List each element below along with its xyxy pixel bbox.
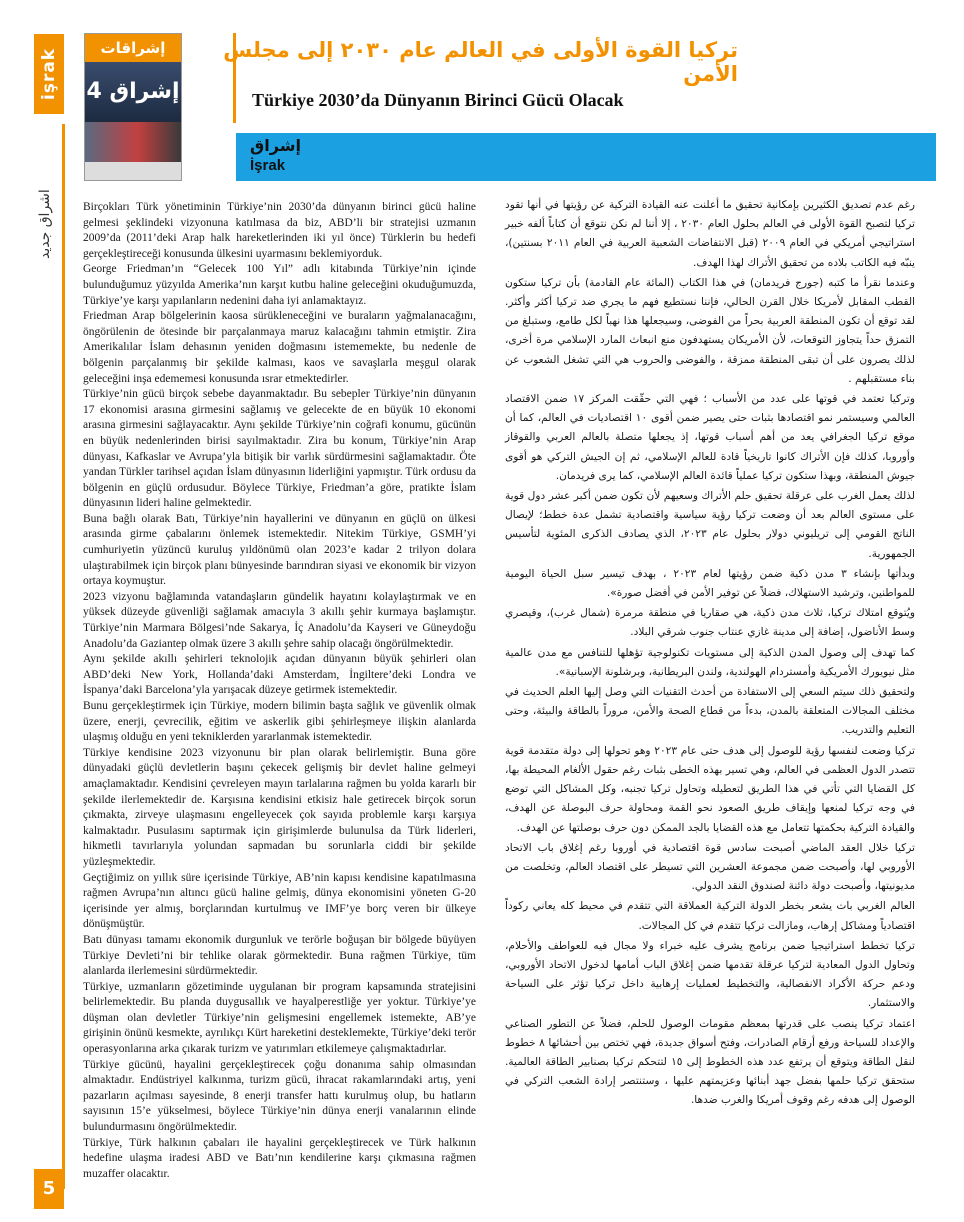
magazine-logo: işrak bbox=[34, 34, 64, 114]
paragraph: 2023 vizyonu bağlamında vatandaşların gündelik hayatını kolaylaştırmak ve en yüksek düzeyde güvenliği sağlamak amacıyla 3 akıllı şehir kurmaya başlamıştır. Türkiye’nin Marmara Bölgesi’nde Sakarya, İç Anadolu’da Kayseri ve Güneydoğu Anadolu’da Gaziantep olmak üzere 3 akıllı şehre sahip olacağı öngörülmektedir. bbox=[83, 590, 476, 650]
paragraph: تركيا وضعت لنفسها رؤية للوصول إلى هدف حتى عام ٢٠٢٣ وهو تحولها إلى دولة متقدمة قوية تتصدر الدول العظمى في العالم، وهي تسير بهذه الخطى بثبات رغم حقول الألغام المحيطة بها، كل القضايا التي تأتي في هذا الطريق لتعطيله وتحاول تركيا تجنبه، وكل المشاكل التي توضع في وجه تركيا لمنعها وإيقاف طريق الصعود نحو القمة ومحاولة حرف البوصلة عن الهدف، والقيادة التركية بحكمتها تتعامل مع هذه القضايا بالجد الممكن دون حرف بوصلتها عن الهدف. bbox=[505, 744, 915, 834]
sidebar-divider bbox=[62, 124, 65, 1189]
paragraph: العالم الغربي بات يشعر بخطر الدولة التركية العملاقة التي تتقدم في محيط كله يعاني ركوداً اقتصادياً ومشاكل إرهاب، ومازالت تركيا تتقدم في كل المجالات. bbox=[505, 900, 915, 932]
source-label-turkish: İşrak bbox=[250, 157, 286, 174]
article-title-arabic: تركيا القوة الأولى في العالم عام ٢٠٣٠ إلى مجلس الأمن bbox=[223, 38, 738, 86]
paragraph: George Friedman’ın “Gelecek 100 Yıl” adlı kitabında Türkiye’nin içinde bulunduğumuz yüzyılda Amerika’nın karşıt kutbu haline geleceğini okuduğumuzda, Türkiye’ye karşı yapılanların nedenini daha iyi anlamaktayız. bbox=[83, 263, 476, 307]
paragraph: ويُتوقع امتلاك تركيا، ثلاث مدن ذكية، هي صقاريا في منطقة مرمرة (شمال غرب)، وقيصري وسط الأناضول، إضافة إلى مدينة غازي عنتاب جنوب شرقي البلاد. bbox=[505, 607, 915, 639]
source-band bbox=[236, 133, 936, 181]
paragraph: Batı dünyası tamamı ekonomik durgunluk ve terörle boğuşan bir bölgede büyüyen Türkiye Devleti’ni bir tehlike olarak görmektedir. Buna rağmen Türkiye, tüm alanlarda ilerlemesini sürdürmektedir. bbox=[83, 933, 476, 978]
magazine-vertical-title: اشراق جديد bbox=[37, 189, 53, 259]
cover-masthead: إشراقات bbox=[85, 34, 181, 62]
arabic-article-column bbox=[505, 196, 915, 1112]
paragraph: Buna bağlı olarak Batı, Türkiye’nin hayallerini ve dünyanın en güçlü on ülkesi arasında girme çabalarını önlemek istemektedir. Nitekim Türkiye, GSMH’yi cumhuriyetin yüzüncü kuruluş yıldönümü olan 2023’e kadar 2 trilyon dolara ulaştırabilmek için birçok planı bünyesinde barındıran siyasi ve ekonomik bir vizyon ortaya koymuştur. bbox=[83, 512, 476, 588]
paragraph: تركيا خلال العقد الماضي أصبحت سادس قوة اقتصادية في أوروبا رغم إغلاق باب الاتحاد الأوروبي لها، وأصبحت ضمن مجموعة العشرين التي تسيطر على اقتصاد العالم، وتخلصت من مديونيتها، وأصبحت دولة دائنة لصندوق النقد الدولي. bbox=[505, 841, 915, 893]
paragraph: وبدأتها بإنشاء ٣ مدن ذكية ضمن رؤيتها لعام ٢٠٢٣ ، بهدف تيسير سبل الحياة اليومية للمواطنين، وترشيد الاستهلاك، فضلاً عن توفير الأمن في أفضل صورة». bbox=[505, 567, 915, 600]
source-label-arabic: إشراق bbox=[250, 136, 301, 155]
paragraph: رغم عدم تصديق الكثيرين بإمكانية تحقيق ما أعلنت عنه القيادة التركية عن رؤيتها في أنها تقود تركيا لتصبح القوة الأولى في العالم بحلول العام ٢٠٣٠ ، إلا أننا لم نكن نتوقع أن كتاباً ألفه خبير استراتيجي أمريكي في العام ٢٠٠٩ (قبل الانتفاضات الشعبية العربية في العام ٢٠١١ بسنتين)، ينبّه فيه الكاتب بلاده من تحقيق الأتراك لهذا الهدف. bbox=[505, 199, 915, 269]
paragraph: لذلك يعمل الغرب على عرقلة تحقيق حلم الأتراك وسعيهم لأن تكون ضمن أكبر عشر دول قوية على مستوى العالم بعد أن وضعت تركيا رؤية سياسية واقتصادية تشمل عدة خطط؛ لإيصال الناتج القومي إلى تريليوني دولار بحلول عام ٢٠٢٣، الذي يصادف الذكرى المئوية لتأسيس الجمهورية. bbox=[505, 490, 915, 560]
paragraph: Türkiye gücünü, hayalini gerçekleştirecek çoğu donanıma sahip olmasından almaktadır. Endüstriyel kalkınma, turizm gücü, ihracat rakamlarındaki artış, yeni pazarların açılması sayesinde, 8 enerji transfer hattı kurulmuş olup, bu hatların sayısının 15’e yükselmesi, böylece Türkiye’nin dünya enerji vanalarının elinde bulundurmasını öngörülmektedir. bbox=[83, 1058, 476, 1134]
sidebar bbox=[34, 34, 64, 1199]
paragraph: Bunu gerçekleştirmek için Türkiye, modern bilimin başta sağlık ve güvenlik olmak üzere, enerji, çevrecilik, eğitim ve askerlik gibi şehirleşmeye ilişkin alanlarda ulaşmış olduğu en yeni tekniklerden yararlanmak istemektedir. bbox=[83, 700, 476, 744]
article-title-turkish: Türkiye 2030’da Dünyanın Birinci Gücü Olacak bbox=[252, 90, 624, 110]
paragraph: Türkiye kendisine 2023 vizyonunu bir plan olarak belirlemiştir. Buna göre dünyadaki güçlü devletlerin başını çekecek gelişmiş bir devlet haline gelmeyi amaçlamaktadır. Kendisini çevreleyen mayın tarlalarına rağmen bu yolda kararlı bir şekilde ilerlemektedir de. Karşısına kendisini etkisiz hale getirecek birçok sorun çıkmakta, zirveye ulaşmasını engelleyecek çok sayıda problemle karşı karşıya kalmaktadır. Pusulasını saptırmak için girişimlerde bulunulsa da Türk liderleri, hikmetli tavırlarıyla yolundan sapmadan bu sorunlarla ciddi bir şekilde yüzleşmektedir. bbox=[83, 746, 476, 868]
paragraph: Friedman Arap bölgelerinin kaosa sürükleneceğini ve buraların yağmalanacağını, öngörülenin de ötesinde bir parçalanmaya maruz kalacağını tahmin etmiştir. Zira Amerikalılar İslam dehasının yeniden doğmasını istememekte, bu nedenle de bölgenin parçalanmış bir şekilde kalması, kaos ve savaşlarla meşgul olarak geleceğini inşa edememesi konusunda ısrar etmektedirler. bbox=[83, 310, 476, 385]
cover-photo bbox=[85, 122, 181, 162]
turkish-article-column bbox=[83, 200, 476, 1182]
page-number: 5 bbox=[34, 1169, 64, 1209]
paragraph: Türkiye’nin gücü birçok sebebe dayanmaktadır. Bu sebepler Türkiye’nin dünyanın 17 ekonomisi arasına girmesini sağlamış ve gelecekte de en büyük 10 ekonomi arasına girmesini sağlayacaktır. Aynı şekilde Türkiye’nin coğrafi konumu, gücünün en büyük nedenlerinden birisi sayılmaktadır. Zira bu konum, Türkiye’nin Arap dünyası, Kafkaslar ve Avrupa’yla bitişik bir varlık sürdürmesini sağlamaktadır. Öte yandan Türkler tarihsel açıdan İslam dünyasının liderliğini yapmıştır. Türk ordusu da bölgenin en güçlü ordusudur. Böylece Türkiye, Friedman’a göre, pratikte İslam dünyasının lideri haline gelmektedir. bbox=[83, 388, 476, 510]
paragraph: Türkiye, Türk halkının çabaları ile hayalini gerçekleştirecek ve Türk halkının hedefine ulaşma iradesi ABD ve Batı’nın kendilerine karşı çıkmasına rağmen muzaffer olacaktır. bbox=[83, 1136, 476, 1180]
paragraph: تركيا تخطط استراتيجيا ضمن برنامج يشرف عليه خبراء ولا مجال فيه للعواطف والأحلام، وتحاول الدول المعادية لتركيا عرقلة تقدمها ضمن إغلاق الباب أمامها لدخول الاتحاد الأوروبي، ودعم حركة الأكراد الانفصالية، والتخطيط لعمليات إرهابية داخل تركيا تؤثر على السياحة والاستثمار. bbox=[505, 939, 915, 1010]
paragraph: كما تهدف إلى وصول المدن الذكية إلى مستويات تكنولوجية تؤهلها للتنافس مع مدن عالمية مثل نيويورك الأمريكية وأمستردام الهولندية، ولندن البريطانية، وبرشلونة الإسبانية». bbox=[505, 646, 915, 678]
paragraph: Türkiye, uzmanların gözetiminde uygulanan bir program kapsamında stratejisini belirlemektedir. Bu planda duygusallık ve hayalperestliğe yer yoktur. Türkiye’ye düşman olan devletler Türkiye’nin gelişmesini engellemek istemekte, AB’ye girişinin önünü kesmekte, ayrılıkçı Kürt hareketini desteklemekte, Türkiye’deki terör operasyonlarına arka çıkarak turizm ve yatırımları etkilemeye çalışmaktadırlar. bbox=[83, 980, 476, 1056]
paragraph: وعندما نقرأ ما كتبه (جورج فريدمان) في هذا الكتاب (المائة عام القادمة) بأن تركيا ستكون القطب المقابل لأمريكا خلال القرن الحالي، فإننا نستطيع فهم ما يجري ضد تركيا أكثر وأكثر. لقد توقع أن تكون المنطقة العربية بحراً من الفوضى، وسيجعلها هذا نهباً لكل طامع، وستبلغ من التمزق حداً يتجاوز التوقعات، لأن الأمريكان يستهدفون منع انبعاث المارد الإسلامي مرة أخرى، لذلك يصرون على أن تبقى المنطقة ممزقة ، والفوضى والحروب هي التي تشغل الشعوب عن بناء مستقبلهم . bbox=[505, 276, 915, 385]
cover-footer bbox=[85, 162, 181, 180]
magazine-cover-image bbox=[84, 33, 182, 181]
paragraph: اعتماد تركيا ينصب على قدرتها بمعظم مقومات الوصول للحلم، فضلاً عن التطور الصناعي والإعداد للسياحة ورفع أرقام الصادرات، وفتح أسواق جديدة، فهي تختص بين أحشائها ٨ خطوط لنقل الطاقة ويتوقع أن يرتفع عدد هذه الخطوط إلى ١٥ لتتحكم تركيا بصنابير الطاقة العالمية. ستحقق تركيا حلمها بفضل جهد أبنائها وعزيمتهم عليها ، وستنتصر إرادة الشعب التركي في الوصول إلى هدفه رغم وقوف أمريكا والغرب ضدها. bbox=[505, 1017, 915, 1107]
cover-issue-title: إشراق 4 bbox=[85, 62, 181, 122]
paragraph: وتركيا تعتمد في قوتها على عدد من الأسباب ؛ فهي التي حقّقت المركز ١٧ ضمن الاقتصاد العالمي وسيستمر نمو اقتصادها بثبات حتى يصير ضمن أقوى ١٠ اقتصاديات في العالم، كما أن موقع تركيا الجغرافي يعد من أهم أسباب قوتها، إذ يجعلها متصلة بالعالم العربي والقوقاز وأوروبا، كذلك فإن الأتراك كانوا تاريخياً قادة للعالم الإسلامي، ثم إن الجيش التركي هو أقوى جيوش المنطقة، وبهذا ستكون تركيا عملياً قائدة العالم الإسلامي، كما يرى فريدمان. bbox=[505, 393, 915, 482]
paragraph: Aynı şekilde akıllı şehirleri teknolojik açıdan dünyanın büyük şehirleri olan ABD’deki New York, Hollanda’daki Amsterdam, İngiltere’deki Londra ve İspanya’daki Barcelona’yla yarışacak düzeye getirmek istemektedir. bbox=[83, 653, 476, 697]
paragraph: Geçtiğimiz on yıllık süre içerisinde Türkiye, AB’nin kapısı kendisine kapatılmasına rağmen Avrupa’nın altıncı gücü haline gelmiş, dünya ekonomisini yöneten G-20 içerisinde yer almış, borçlarından kurtulmuş ve IMF’ye borç veren bir ülkeye dönüşmüştür. bbox=[83, 871, 476, 931]
paragraph: ولتحقيق ذلك سيتم السعي إلى الاستفادة من أحدث التقنيات التي وصل إليها العلم الحديث في مختلف المجالات المتعلقة بالمدن، بدءاً من قطاع الصحة والأمن، مروراً بالطاقة والبيئة، وحتى التعليم والتدريب. bbox=[505, 686, 915, 737]
paragraph: Birçokları Türk yönetiminin Türkiye’nin 2030’da dünyanın birinci gücü haline gelmesi şeklindeki vizyonuna katılmasa da biz, ABD’li bir stratejisi uzmanın 2009’da (2011’deki Arap halk hareketlerinden iki yıl önce) Türklerin bu hedefi gerçekleştireceği konusunda ülkesini uyarmasını beklemiyorduk. bbox=[83, 201, 476, 260]
